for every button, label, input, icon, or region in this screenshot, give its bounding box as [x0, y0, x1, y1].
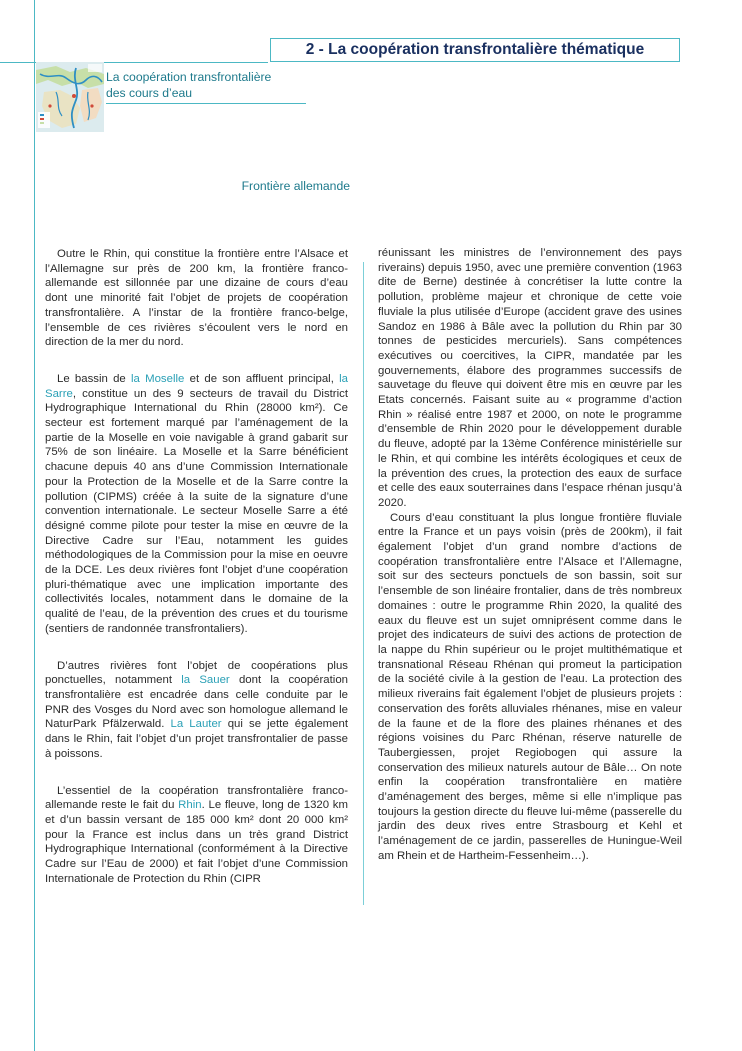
river-lauter-link: La Lauter	[170, 718, 222, 731]
river-sauer-link: la Sauer	[181, 674, 230, 687]
section-title-line2: des cours d’eau	[106, 85, 193, 100]
paragraph: Cours d’eau constituant la plus longue frontière fluviale entre la France et un pays voisin (près de 200km), il fait également l’objet d’un grand nombre d’actions de coopération transfrontalière entre l’Alsace et l’Allemagne, soit sur des secteurs ponctuels de son bassin, soit sur l’ensemble de son linéaire frontalier, dans de très nombreux domaines : outre le programme Rhin 2020, la qualité des eaux du fleuve est un sujet omniprésent comme dans le projet des indicateurs de suivi des actions de protection de la nappe du Rhin supérieur ou le projet multithématique et transnational Réseau Rhénan qui promeut la participation de la société civile à la gestion de l’eau. La protection des milieux riverains fait également l’objet de plusieurs projets : conservation des forêts alluviales rhénanes, mise en valeur de la faune et de la flore des plaines rhénanes et des régions voisines du Parc Rhénan, réserve naturelle de Taubergiessen, projet Regiobogen qui assure la conservation des milieux naturels autour de Bâle… On note enfin la coopération transfrontalière en matière d’aménagement des berges, même si elle n’implique pas toujours la gestion directe du fleuve lui-même (passerelle du jardin des deux rives entre Strasbourg et Kehl et l’aménagement de ce jardin, passerelles de Huningue-Weil am Rhein et de Hartheim-Fessenheim…).	[378, 511, 682, 862]
margin-rule-vertical	[34, 0, 35, 1051]
section-title	[106, 70, 306, 104]
map-icon	[36, 62, 104, 132]
paragraph: L’essentiel de la coopération transfrontalière franco-allemande reste le fait du Rhin. Le fleuve, long de 1320 km et d’un bassin versant de 185 000 km² dont 20 000 km² pour la France est inclus dans un très grand District Hydrographique International (conformément à la Directive Cadre sur l’Eau de 2000) et fait l’objet d’une Commission Internationale de Protection du Rhin (CIPR	[45, 784, 348, 885]
section-title-line1: La coopération transfrontalière	[106, 70, 272, 84]
river-moselle-link: la Moselle	[131, 372, 185, 385]
chapter-header	[270, 38, 680, 62]
paragraph: Le bassin de la Moselle et de son affluent principal, la Sarre, constitue un des 9 secteurs de travail du District Hydrographique International du Rhin (28000 km²). Ce secteur est fortement marqué par l’aménagement de la partie de la Moselle en voie navigable à grand gabarit sur 75% de son linéaire. La Moselle et la Sarre bénéficient chacune depuis 40 ans d’une Commission Internationale pour la Protection de la Moselle et de la Sarre contre la pollution (CIPMS) créée à la suite de la signature d’une convention internationale. Le secteur Moselle Sarre a été désigné comme pilote pour tester la mise en œuvre de la Directive Cadre sur l’Eau, notamment les guides méthodologiques de la Commission pour la mise en oeuvre de la DCE. Les deux rivières font l’objet d’une coopération pluri-thématique avec une implication importante des collectivités locales, notamment dans le domaine de la qualité de l’eau, de la prévention des crues et du tourisme (sentiers de randonnée transfrontaliers).	[45, 372, 348, 635]
paragraph: D’autres rivières font l’objet de coopérations plus ponctuelles, notamment la Sauer dont la coopération transfrontalière est encadrée dans celle conduite par le PNR des Vosges du Nord avec son homologue allemand le NaturPark Pfälzerwald. La Lauter qui se jette également dans le Rhin, fait l’objet d’un projet transfrontalier de passe à poissons.	[45, 659, 348, 760]
paragraph: réunissant les ministres de l’environnement des pays riverains) depuis 1950, avec une première convention (1963 dite de Berne) destinée à concrétiser la lutte contre la pollution, problème majeur et chronique de cette voie fluviale la plus utilisée d’Europe (accident grave des usines Sandoz en 1986 à Bâle avec la pollution du Rhin par 30 tonnes de pesticides mercuriels). Sans compétences exécutives ou coercitives, la CIPR, mandatée par les gouvernements, élabore des programmes successifs de sauvetage du fleuve qui doivent être mis en œuvre par les Etats concernés. Faisant suite au « programme d’action Rhin » réalisé entre 1987 et 2000, on note le programme d’ensemble de Rhin 2020 pour le développement durable du fleuve, adopté par la 13ème Conférence ministérielle sur le Rhin, et qui combine les intérêts écologiques et ceux de la prévention des crues, la protection des eaux de surface et celle des eaux souterraines dans l’espace rhénan jusqu’à 2020.	[378, 247, 682, 509]
left-column	[45, 247, 348, 886]
column-divider	[363, 262, 364, 905]
river-sarre-link: la Sarre	[45, 372, 348, 400]
chapter-title: 2 - La coopération transfrontalière thématique	[305, 41, 645, 58]
section-subtitle: Frontière allemande	[241, 179, 350, 193]
paragraph: Outre le Rhin, qui constitue la frontière entre l’Alsace et l’Allemagne sur près de 200 km, la frontière franco-allemande est sillonnée par une dizaine de cours d’eau dont une minorité fait l’objet de projets de coopération transfrontalière. A l’instar de la frontière franco-belge, l’ensemble de ces rivières s’écoulent vers le nord en direction de la mer du nord.	[45, 248, 348, 349]
right-column	[378, 246, 682, 864]
river-rhin-link: Rhin	[178, 799, 202, 812]
